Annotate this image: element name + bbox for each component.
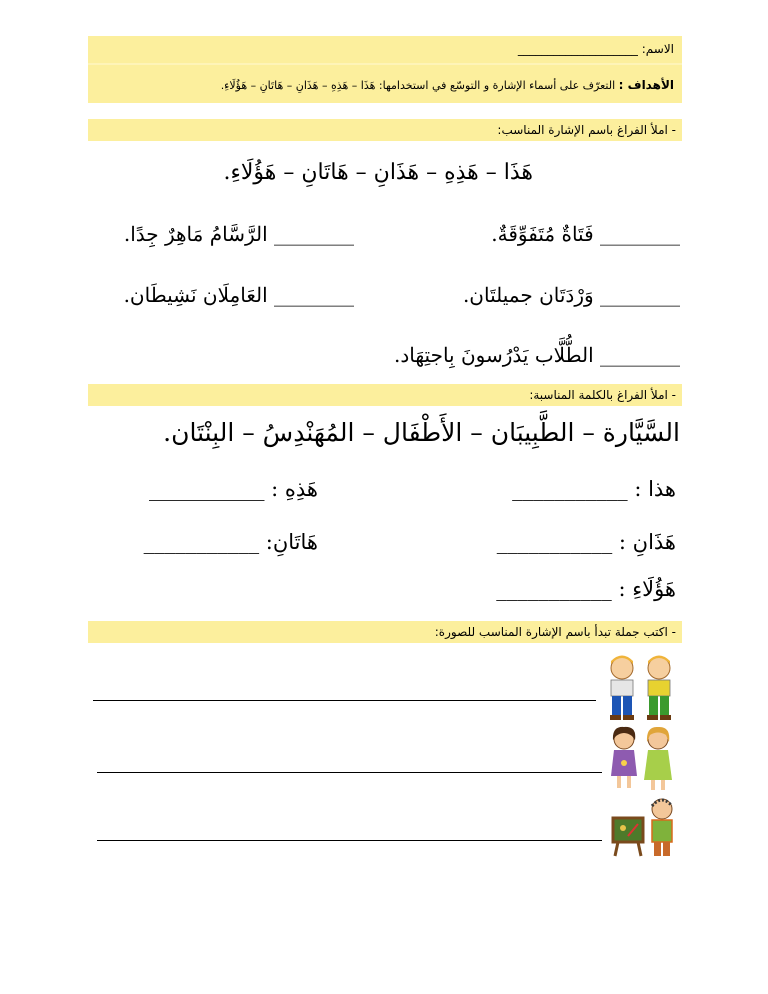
goals-text: التعرّف على أسماء الإشارة و التوسّع في استخدامها: هَذَا – هَذِهِ – هَذَانِ – هَاتَانِ – هَؤُلَاءِ. [220, 79, 616, 92]
header-box [88, 36, 682, 103]
s2-row2-right: هَذَانِ : ___________ [496, 530, 676, 554]
section2-title-bar [88, 384, 682, 406]
section2-word-bank: السَّيَّارة – الطَّبِيبَان – الأَطْفَال – المُهَنْدِسُ – البِنْتَان. [163, 418, 680, 447]
s1-row2-left: ________ العَامِلَان نَشِيطَان. [123, 283, 354, 307]
goals-line [221, 78, 674, 92]
s2-row1-left: هَذِهِ : ___________ [148, 477, 318, 501]
name-field-label: الاسم: ____________________ [517, 42, 674, 56]
boy-with-drawing-board-icon [610, 796, 682, 862]
section3-title: - اكتب جملة تبدأ باسم الإشارة المناسب للصورة: [434, 625, 676, 639]
s1-row3: ________ الطُّلَّاب يَدْرُسونَ بِاجتِهَاد. [393, 343, 680, 367]
s1-row2-right: ________ وَرْدَتَان جميلتَان. [462, 283, 680, 307]
header-divider [88, 63, 682, 65]
s1-row1-left: ________ الرَّسَّامُ مَاهِرٌ جِدًا. [123, 222, 354, 246]
writing-line-1[interactable] [93, 700, 596, 701]
two-girls-icon [606, 726, 678, 792]
s2-row1-right: هذا : ___________ [512, 477, 676, 501]
s1-row1-right: ________ فَتَاةٌ مُتَفَوِّقَةٌ. [491, 222, 680, 246]
section3-title-bar [88, 621, 682, 643]
section2-title: - املأ الفراغ بالكلمة المناسبة: [529, 388, 676, 402]
goals-label: الأهداف : [618, 78, 674, 92]
section1-title-bar [88, 119, 682, 141]
writing-line-3[interactable] [97, 840, 602, 841]
s2-row3: هَؤُلَاءِ : ___________ [496, 577, 676, 601]
two-boys-icon [602, 652, 680, 722]
writing-line-2[interactable] [97, 772, 602, 773]
section1-word-bank: هَذَا – هَذِهِ – هَذَانِ – هَاتَانِ – هَؤُلَاءِ. [223, 160, 533, 185]
section1-title: - املأ الفراغ باسم الإشارة المناسب: [497, 123, 676, 137]
s2-row2-left: هَاتَانِ: ___________ [143, 530, 318, 554]
